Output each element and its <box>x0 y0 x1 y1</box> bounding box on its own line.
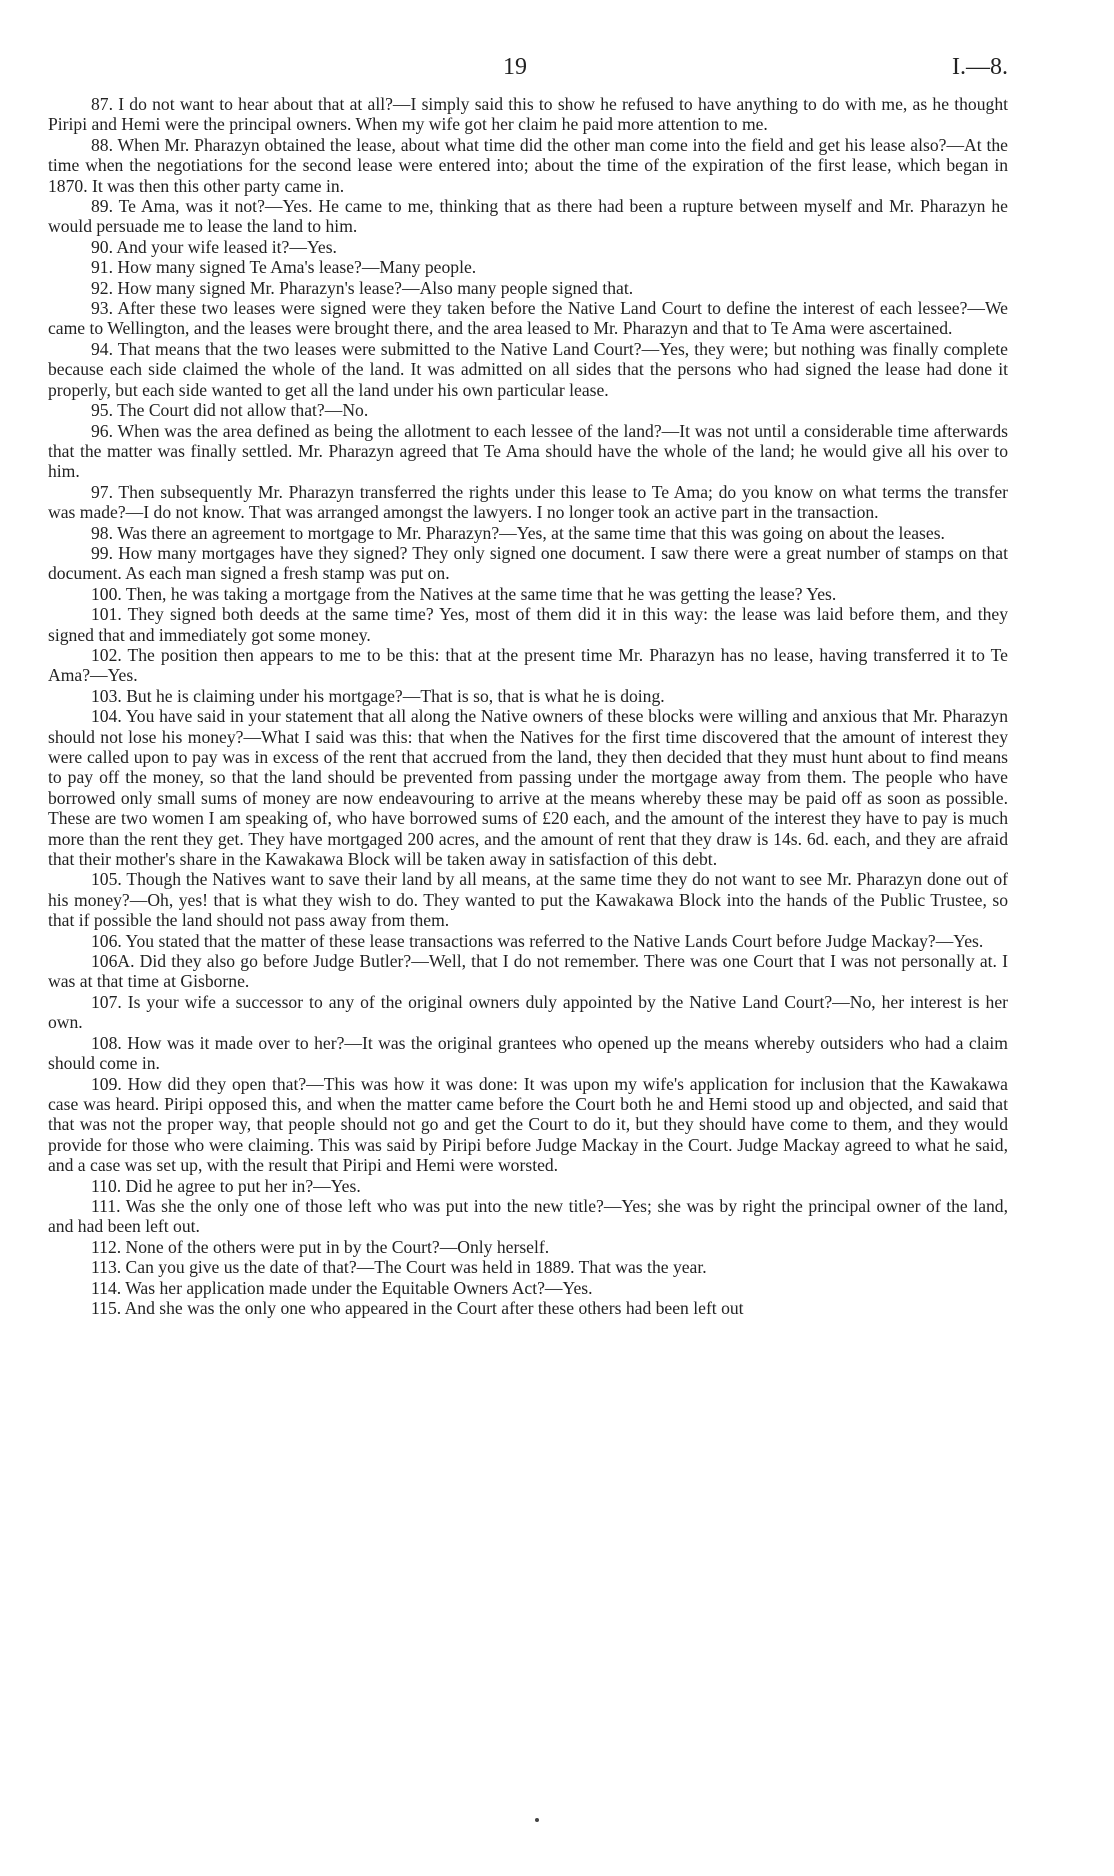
question-115: 115. And she was the only one who appeared in the Court after these others had been left out <box>91 1297 744 1318</box>
question-107: 107. Is your wife a successor to any of the original owners duly appointed by the Native Land Court?—No, her interest is her own. <box>48 991 1008 1033</box>
question-103: 103. But he is claiming under his mortgage?—That is so, that is what he is doing. <box>91 685 665 706</box>
question-113: 113. Can you give us the date of that?—The Court was held in 1889. That was the year. <box>91 1257 707 1278</box>
document-reference: I.—8. <box>952 54 1008 80</box>
question-110: 110. Did he agree to put her in?—Yes. <box>91 1175 361 1196</box>
question-90: 90. And your wife leased it?—Yes. <box>91 236 337 257</box>
question-106: 106. You stated that the matter of these lease transactions was referred to the Native Lands Court before Judge Mackay?—Yes. <box>91 930 984 951</box>
question-95: 95. The Court did not allow that?—No. <box>91 400 369 421</box>
question-87: 87. I do not want to hear about that at all?—I simply said this to show he refused to have anything to do with me, as he thought Piripi and Hemi were the principal owners. When my wife got her claim he paid more attention to me. <box>48 94 1008 135</box>
question-101: 101. They signed both deeds at the same time? Yes, most of them did it in this way: the lease was laid before them, and they signed that and immediately got some money. <box>48 604 1008 645</box>
question-102: 102. The position then appears to me to be this: that at the present time Mr. Pharazyn has no lease, having transferred it to Te Ama?—Yes. <box>48 644 1008 686</box>
question-112: 112. None of the others were put in by the Court?—Only herself. <box>91 1236 550 1257</box>
footer-mark <box>535 1818 539 1822</box>
minutes-of-evidence <box>48 94 1008 1318</box>
question-100: 100. Then, he was taking a mortgage from the Natives at the same time that he was getting the lease? Yes. <box>91 583 837 604</box>
question-109: 109. How did they open that?—This was how it was done: It was upon my wife's application for inclusion that the Kawakawa case was heard. Piripi opposed this, and when the matter came before the Court both he and Hemi stood up and objected, and said that that was not the proper way, that people should not go and get the Court to do it, but they should have come to them, and they would provide for those who were claiming. This was said by Piripi before Judge Mackay in the Court. Judge Mackay agreed to what he said, and a case was set up, with the result that Piripi and Hemi were worsted. <box>48 1073 1008 1176</box>
question-99: 99. How many mortgages have they signed? They only signed one document. I saw there were a great number of stamps on that document. As each man signed a fresh stamp was put on. <box>48 542 1008 584</box>
document-page <box>48 54 1008 1844</box>
question-94: 94. That means that the two leases were submitted to the Native Land Court?—Yes, they were; but nothing was finally complete because each side claimed the whole of the land. It was admitted on all sides that the persons who had signed the lease had done it properly, but each side wanted to get all the land under his own particular lease. <box>48 338 1008 400</box>
question-93: 93. After these two leases were signed were they taken before the Native Land Court to define the interest of each lessee?—We came to Wellington, and the leases were brought there, and the area leased to Mr. Pharazyn and that to Te Ama were ascertained. <box>48 298 1008 339</box>
page-header <box>48 54 1008 94</box>
question-97: 97. Then subsequently Mr. Pharazyn transferred the rights under this lease to Te Ama; do you know on what terms the transfer was made?—I do not know. That was arranged amongst the lawyers. I no longer took an active part in the transaction. <box>48 481 1008 523</box>
question-105: 105. Though the Natives want to save their land by all means, at the same time they do not want to see Mr. Pharazyn done out of his money?—Oh, yes! that is what they wish to do. They wanted to put the Kawakawa Block into the hands of the Public Trustee, so that if possible the land should not pass away from them. <box>48 869 1008 931</box>
question-98: 98. Was there an agreement to mortgage to Mr. Pharazyn?—Yes, at the same time that this was going on about the leases. <box>91 522 945 543</box>
question-108: 108. How was it made over to her?—It was the original grantees who opened up the means whereby outsiders who had a claim should come in. <box>48 1032 1008 1074</box>
question-91: 91. How many signed Te Ama's lease?—Many people. <box>91 257 477 278</box>
question-89: 89. Te Ama, was it not?—Yes. He came to me, thinking that as there had been a rupture between myself and Mr. Pharazyn he would persuade me to lease the land to him. <box>48 196 1008 237</box>
question-114: 114. Was her application made under the Equitable Owners Act?—Yes. <box>91 1277 593 1298</box>
question-106a: 106A. Did they also go before Judge Butler?—Well, that I do not remember. There was one Court that I was not personally at. I was at that time at Gisborne. <box>48 951 1008 992</box>
question-104: 104. You have said in your statement that all along the Native owners of these blocks were willing and anxious that Mr. Pharazyn should not lose his money?—What I said was this: that when the Natives for the first time discovered that the amount of interest they were called upon to pay was in excess of the rent that accrued from the land, they then decided that they must hunt about to find means to pay off the money, so that the land should be prevented from passing under the mortgage away from them. The people who have borrowed only small sums of money are now endeavouring to arrive at the means whereby these may be paid off as soon as possible. These are two women I am speaking of, who have borrowed sums of £20 each, and the amount of the interest they have to pay is much more than the rent they get. They have mortgaged 200 acres, and the amount of rent that they draw is 14s. 6d. each, and they are afraid that their mother's share in the Kawakawa Block will be taken away in satisfaction of this debt. <box>48 706 1008 870</box>
question-96: 96. When was the area defined as being the allotment to each lessee of the land?—It was not until a considerable time afterwards that the matter was finally settled. Mr. Pharazyn agreed that Te Ama should have the whole of the land; he would give all his over to him. <box>48 420 1008 482</box>
page-number: 19 <box>503 54 527 80</box>
question-88: 88. When Mr. Pharazyn obtained the lease, about what time did the other man come into the field and get his lease also?—At the time when the negotiations for the second lease were entered into; about the time of the expiration of the first lease, which began in 1870. It was then this other party came in. <box>48 134 1008 196</box>
question-111: 111. Was she the only one of those left who was put into the new title?—Yes; she was by right the principal owner of the land, and had been left out. <box>48 1195 1008 1237</box>
question-92: 92. How many signed Mr. Pharazyn's lease?—Also many people signed that. <box>91 277 634 298</box>
